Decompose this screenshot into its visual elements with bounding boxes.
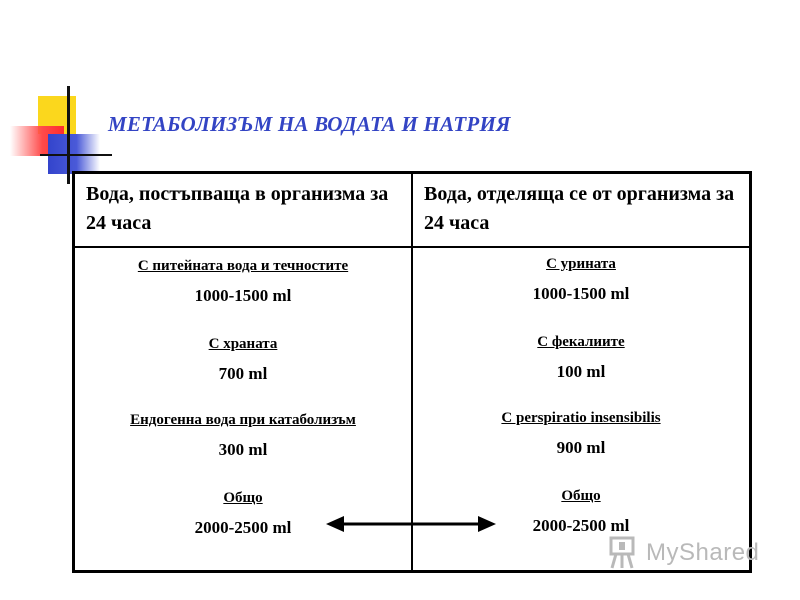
intake-amount: 1000-1500 ml <box>194 286 292 305</box>
intake-total-amount: 2000-2500 ml <box>194 518 292 537</box>
intake-source: С храната <box>208 336 278 352</box>
slide-title: МЕТАБОЛИЗЪМ НА ВОДАТА И НАТРИЯ <box>108 112 511 136</box>
intake-source: Ендогенна вода при катаболизъм <box>130 412 356 428</box>
output-total-label: Общо <box>561 488 601 504</box>
header-intake: Вода, постъпваща в организма за 24 часа <box>86 183 389 234</box>
output-total-amount: 2000-2500 ml <box>532 516 630 535</box>
watermark-text: MyShared <box>646 539 760 566</box>
output-amount: 900 ml <box>556 438 606 457</box>
intake-amount: 300 ml <box>218 440 268 459</box>
output-amount: 1000-1500 ml <box>532 284 630 303</box>
output-amount: 100 ml <box>556 362 606 381</box>
arrow-head-left <box>326 516 344 532</box>
arrow-head-right <box>478 516 496 532</box>
intake-source: С питейната вода и течностите <box>137 258 349 274</box>
intake-total-label: Общо <box>223 490 263 506</box>
output-source: С perspiratio insensibilis <box>501 410 661 426</box>
intake-amount: 700 ml <box>218 364 268 383</box>
output-source: С фекалиите <box>537 334 625 350</box>
watermark <box>608 534 759 572</box>
header-output: Вода, отделяща се от организма за 24 часа <box>424 183 735 234</box>
output-source: С урината <box>546 256 616 272</box>
presentation-board-icon <box>608 534 642 572</box>
